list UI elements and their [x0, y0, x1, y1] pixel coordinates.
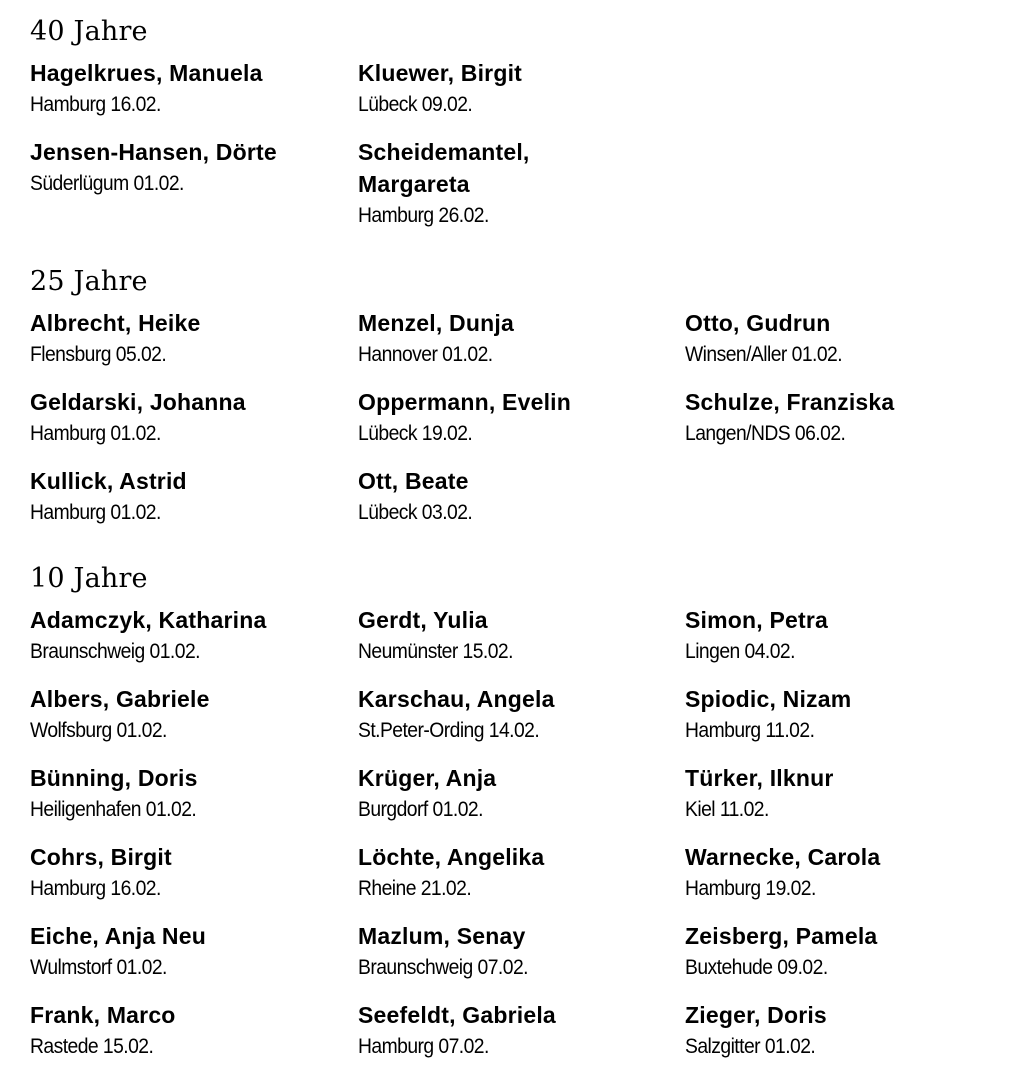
list-item [30, 841, 350, 905]
list-item [30, 136, 350, 200]
list-item [685, 683, 1005, 747]
member-name: Zeisberg, Pamela [685, 923, 878, 949]
member-name: Bünning, Doris [30, 765, 198, 791]
member-place-date: Süderlügum 01.02. [30, 172, 184, 195]
member-place-date: Rheine 21.02. [358, 877, 472, 900]
list-item [358, 999, 678, 1063]
member-name: Albers, Gabriele [30, 686, 210, 712]
list-item [30, 683, 350, 747]
member-name: Mazlum, Senay [358, 923, 526, 949]
member-place-date: Rastede 15.02. [30, 1035, 154, 1058]
member-place-date: St.Peter-Ording 14.02. [358, 719, 540, 742]
list-item [685, 386, 1005, 450]
member-name: Cohrs, Birgit [30, 844, 172, 870]
member-name: Kullick, Astrid [30, 468, 187, 494]
member-name: Frank, Marco [30, 1002, 176, 1028]
list-item [685, 841, 1005, 905]
member-name: Karschau, Angela [358, 686, 555, 712]
member-name: Simon, Petra [685, 607, 828, 633]
member-place-date: Hamburg 01.02. [30, 501, 161, 524]
section-title-25-jahre: 25 Jahre [30, 266, 148, 297]
member-name: Jensen-Hansen, Dörte [30, 139, 277, 165]
member-name: Hagelkrues, Manuela [30, 60, 263, 86]
member-name: Geldarski, Johanna [30, 389, 246, 415]
member-name: Seefeldt, Gabriela [358, 1002, 556, 1028]
member-name: Türker, Ilknur [685, 765, 834, 791]
member-place-date: Lingen 04.02. [685, 640, 795, 663]
list-item [358, 762, 678, 826]
member-place-date: Buxtehude 09.02. [685, 956, 828, 979]
column [30, 604, 350, 1078]
list-item [685, 762, 1005, 826]
member-place-date: Hamburg 16.02. [30, 93, 161, 116]
member-place-date: Braunschweig 01.02. [30, 640, 200, 663]
list-item [358, 386, 678, 450]
member-name: Spiodic, Nizam [685, 686, 852, 712]
column [685, 307, 1005, 465]
member-name: Menzel, Dunja [358, 310, 514, 336]
member-place-date: Kiel 11.02. [685, 798, 769, 821]
member-place-date: Lübeck 19.02. [358, 422, 473, 445]
column [30, 307, 350, 544]
section-title-40-jahre: 40 Jahre [30, 16, 148, 47]
list-item [685, 307, 1005, 371]
list-item [30, 386, 350, 450]
member-name: Zieger, Doris [685, 1002, 827, 1028]
list-item [358, 465, 678, 529]
member-place-date: Hamburg 26.02. [358, 204, 489, 227]
member-place-date: Hamburg 16.02. [30, 877, 161, 900]
list-item [685, 920, 1005, 984]
member-name: Warnecke, Carola [685, 844, 881, 870]
list-item [358, 920, 678, 984]
column [685, 604, 1005, 1078]
column [358, 57, 678, 247]
member-place-date: Winsen/Aller 01.02. [685, 343, 843, 366]
member-name: Adamczyk, Katharina [30, 607, 267, 633]
list-item [30, 604, 350, 668]
list-item [30, 762, 350, 826]
member-name: Scheidemantel, Margareta [358, 139, 530, 197]
member-place-date: Wulmstorf 01.02. [30, 956, 167, 979]
member-place-date: Neumünster 15.02. [358, 640, 513, 663]
list-item [358, 604, 678, 668]
member-name: Kluewer, Birgit [358, 60, 523, 86]
member-place-date: Langen/NDS 06.02. [685, 422, 846, 445]
list-item [358, 307, 678, 371]
member-name: Krüger, Anja [358, 765, 497, 791]
member-name: Otto, Gudrun [685, 310, 831, 336]
member-place-date: Salzgitter 01.02. [685, 1035, 816, 1058]
member-name: Löchte, Angelika [358, 844, 545, 870]
list-item [30, 57, 350, 121]
list-item [30, 307, 350, 371]
member-name: Oppermann, Evelin [358, 389, 572, 415]
list-item [685, 999, 1005, 1063]
list-item [685, 604, 1005, 668]
member-place-date: Hamburg 01.02. [30, 422, 161, 445]
member-place-date: Flensburg 05.02. [30, 343, 167, 366]
member-place-date: Lübeck 03.02. [358, 501, 473, 524]
section-title-10-jahre: 10 Jahre [30, 563, 148, 594]
list-item [30, 920, 350, 984]
member-place-date: Braunschweig 07.02. [358, 956, 528, 979]
member-name: Schulze, Franziska [685, 389, 895, 415]
member-place-date: Hamburg 19.02. [685, 877, 816, 900]
list-item [358, 57, 678, 121]
list-item [358, 841, 678, 905]
member-name: Albrecht, Heike [30, 310, 201, 336]
member-name: Gerdt, Yulia [358, 607, 488, 633]
member-name: Ott, Beate [358, 468, 469, 494]
member-place-date: Burgdorf 01.02. [358, 798, 483, 821]
member-place-date: Hamburg 11.02. [685, 719, 815, 742]
member-name: Eiche, Anja Neu [30, 923, 206, 949]
list-item [30, 999, 350, 1063]
column [358, 307, 678, 544]
member-place-date: Heiligenhafen 01.02. [30, 798, 197, 821]
list-item [358, 683, 678, 747]
list-item [358, 136, 678, 232]
member-place-date: Lübeck 09.02. [358, 93, 473, 116]
column [30, 57, 350, 215]
column [358, 604, 678, 1078]
member-place-date: Hannover 01.02. [358, 343, 493, 366]
list-item [30, 465, 350, 529]
member-place-date: Hamburg 07.02. [358, 1035, 489, 1058]
member-place-date: Wolfsburg 01.02. [30, 719, 167, 742]
